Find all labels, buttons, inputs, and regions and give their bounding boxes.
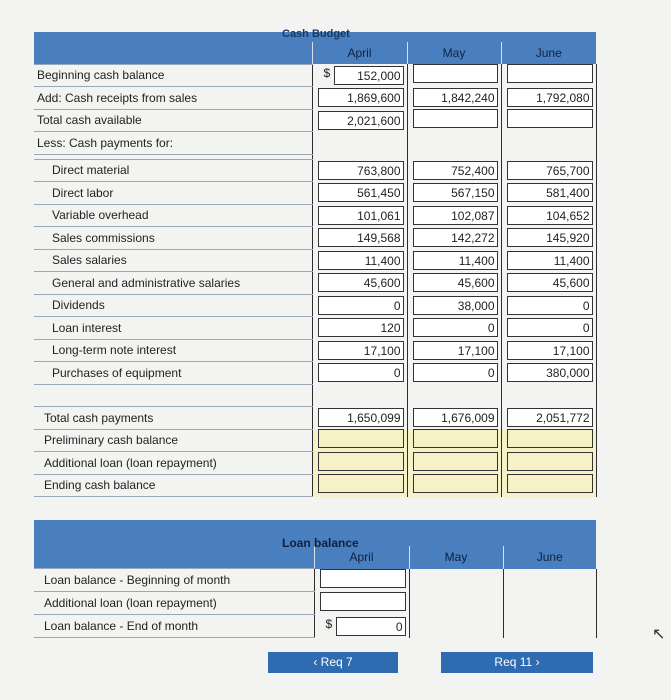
april-value-field[interactable]	[318, 429, 404, 448]
empty-cell	[409, 569, 503, 592]
row-label: Additional loan (loan repayment)	[34, 452, 312, 475]
april-value-field[interactable]: 152,000	[334, 66, 404, 85]
row-label: Add: Cash receipts from sales	[34, 87, 312, 110]
row-label: Ending cash balance	[34, 474, 312, 497]
row-label: Sales commissions	[34, 227, 312, 250]
loan-balance-title-bar	[34, 520, 596, 550]
loan-table-row	[34, 569, 596, 592]
prev-req-label: Req 7	[320, 655, 353, 669]
june-value-field[interactable]	[507, 109, 593, 128]
june-value-field[interactable]: 17,100	[507, 341, 593, 360]
row-label: Dividends	[34, 294, 312, 317]
row-label: Variable overhead	[34, 204, 312, 227]
row-label: Total cash payments	[34, 407, 312, 430]
loan-month-header-april: April	[314, 546, 409, 569]
table-row	[34, 64, 596, 87]
empty-cell	[501, 132, 596, 155]
row-label: Less: Cash payments for:	[34, 132, 312, 155]
loan-april-value-field[interactable]	[320, 592, 406, 611]
june-value-field[interactable]	[507, 429, 593, 448]
row-label: Direct labor	[34, 182, 312, 205]
april-value-field[interactable]: 1,869,600	[318, 88, 404, 107]
table-row	[34, 407, 596, 430]
loan-row-label: Loan balance - End of month	[34, 615, 314, 638]
april-value-field[interactable]: 149,568	[318, 228, 404, 247]
loan-balance-title: Loan balance	[282, 536, 359, 550]
loan-balance-table	[34, 546, 597, 638]
june-value-field[interactable]: 1,792,080	[507, 88, 593, 107]
april-value-field[interactable]	[318, 452, 404, 471]
table-row	[34, 362, 596, 385]
month-header-may: May	[407, 42, 501, 64]
june-value-field[interactable]	[507, 64, 593, 83]
row-label: Beginning cash balance	[34, 64, 312, 87]
cash-budget-table	[34, 42, 597, 497]
may-value-field[interactable]: 38,000	[413, 296, 498, 315]
cash-budget-title: Cash Budget	[282, 28, 350, 40]
june-value-field[interactable]: 11,400	[507, 251, 593, 270]
row-label: Purchases of equipment	[34, 362, 312, 385]
table-row	[34, 317, 596, 340]
may-value-field[interactable]: 45,600	[413, 273, 498, 292]
may-value-field[interactable]: 17,100	[413, 341, 498, 360]
empty-cell	[503, 592, 596, 615]
empty-cell	[409, 592, 503, 615]
june-value-field[interactable]: 2,051,772	[507, 408, 593, 427]
row-label: Direct material	[34, 159, 312, 182]
june-value-field[interactable]	[507, 452, 593, 471]
june-value-field[interactable]: 145,920	[507, 228, 593, 247]
june-value-field[interactable]: 0	[507, 296, 593, 315]
may-value-field[interactable]: 752,400	[413, 161, 498, 180]
next-req-button[interactable]	[441, 652, 593, 673]
may-value-field[interactable]: 567,150	[413, 183, 498, 202]
april-value-field[interactable]: 11,400	[318, 251, 404, 270]
may-value-field[interactable]	[413, 109, 498, 128]
june-value-field[interactable]: 765,700	[507, 161, 593, 180]
may-value-field[interactable]: 1,842,240	[413, 88, 498, 107]
april-value-field[interactable]: 561,450	[318, 183, 404, 202]
empty-cell	[407, 132, 501, 155]
may-value-field[interactable]	[413, 429, 498, 448]
may-value-field[interactable]: 0	[413, 318, 498, 337]
april-value-field[interactable]: 45,600	[318, 273, 404, 292]
april-value-field[interactable]: 120	[318, 318, 404, 337]
loan-april-value-field[interactable]: 0	[336, 617, 406, 636]
may-value-field[interactable]: 1,676,009	[413, 408, 498, 427]
row-label: Loan interest	[34, 317, 312, 340]
may-value-field[interactable]	[413, 64, 498, 83]
may-value-field[interactable]	[413, 452, 498, 471]
loan-month-header-june: June	[503, 546, 596, 569]
cash-budget-title-bar	[34, 28, 596, 42]
april-value-field[interactable]: 1,650,099	[318, 408, 404, 427]
row-label: Long-term note interest	[34, 339, 312, 362]
loan-table-row	[34, 592, 596, 615]
table-row	[34, 474, 596, 497]
april-value-field[interactable]: 763,800	[318, 161, 404, 180]
loan-month-header-may: May	[409, 546, 503, 569]
empty-cell	[503, 615, 596, 638]
empty-cell	[503, 569, 596, 592]
loan-april-value-field[interactable]	[320, 569, 406, 588]
table-row	[34, 204, 596, 227]
april-value-field[interactable]	[318, 474, 404, 493]
may-value-field[interactable]	[413, 474, 498, 493]
june-value-field[interactable]: 104,652	[507, 206, 593, 225]
spacer-row	[34, 384, 596, 407]
chevron-left-icon: ‹	[313, 655, 318, 669]
may-value-field[interactable]: 11,400	[413, 251, 498, 270]
empty-cell	[409, 615, 503, 638]
june-value-field[interactable]: 45,600	[507, 273, 593, 292]
table-row	[34, 429, 596, 452]
row-label: General and administrative salaries	[34, 272, 312, 295]
dollar-sign: $	[323, 65, 331, 80]
loan-row-label: Additional loan (loan repayment)	[34, 592, 314, 615]
may-value-field[interactable]: 0	[413, 363, 498, 382]
row-label: Total cash available	[34, 109, 312, 132]
table-row	[34, 109, 596, 132]
chevron-right-icon: ›	[535, 655, 540, 669]
april-value-field[interactable]: 101,061	[318, 206, 404, 225]
june-value-field[interactable]: 0	[507, 318, 593, 337]
table-row	[34, 294, 596, 317]
april-value-field[interactable]: 0	[318, 296, 404, 315]
june-value-field[interactable]	[507, 474, 593, 493]
prev-req-button[interactable]	[268, 652, 398, 673]
table-row	[34, 182, 596, 205]
empty-cell	[312, 132, 407, 155]
april-value-field[interactable]: 17,100	[318, 341, 404, 360]
april-value-field[interactable]: 0	[318, 363, 404, 382]
loan-table-row	[34, 615, 596, 638]
mouse-cursor-icon: ↖	[652, 626, 666, 643]
month-header-april: April	[312, 42, 407, 64]
month-header-june: June	[501, 42, 596, 64]
table-row	[34, 227, 596, 250]
may-value-field[interactable]: 142,272	[413, 228, 498, 247]
table-row	[34, 249, 596, 272]
dollar-sign: $	[325, 616, 333, 631]
table-row	[34, 272, 596, 295]
loan-row-label: Loan balance - Beginning of month	[34, 569, 314, 592]
june-value-field[interactable]: 380,000	[507, 363, 593, 382]
table-row	[34, 159, 596, 182]
table-row	[34, 87, 596, 110]
table-row	[34, 452, 596, 475]
row-label: Sales salaries	[34, 249, 312, 272]
table-row	[34, 339, 596, 362]
next-req-label: Req 11	[494, 655, 533, 669]
may-value-field[interactable]: 102,087	[413, 206, 498, 225]
loan-balance-panel	[34, 520, 596, 638]
month-header-row	[34, 42, 596, 64]
june-value-field[interactable]: 581,400	[507, 183, 593, 202]
april-value-field[interactable]: 2,021,600	[318, 111, 404, 130]
row-label: Preliminary cash balance	[34, 429, 312, 452]
table-row	[34, 132, 596, 155]
